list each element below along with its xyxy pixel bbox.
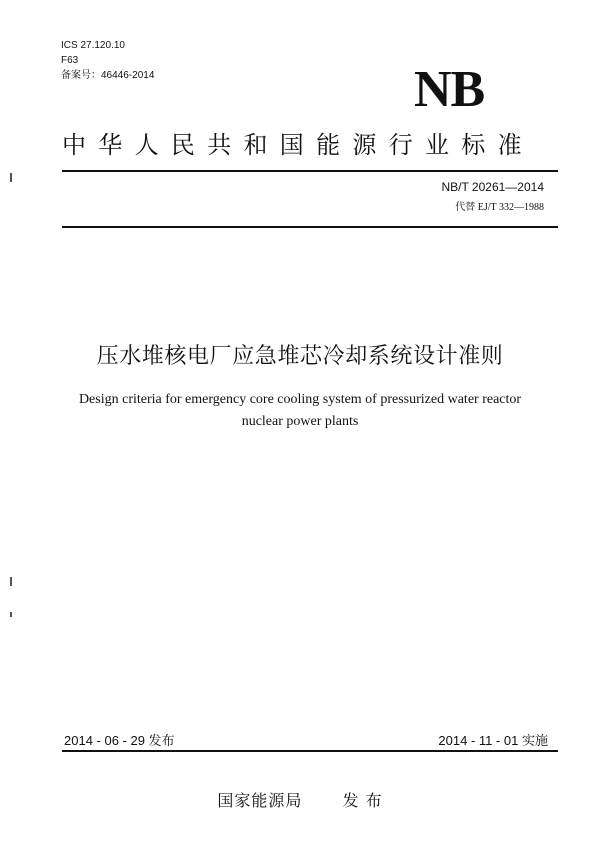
scan-speck — [10, 612, 12, 617]
header-divider — [62, 226, 558, 228]
document-title-en-line2: nuclear power plants — [241, 414, 359, 429]
replaces-standard: 代替 EJ/T 332—1988 — [455, 202, 544, 213]
organization-title: 中华人民共和国能源行业标准 — [62, 131, 534, 159]
publisher-line — [0, 788, 600, 811]
ics-code: ICS 27.120.10 — [61, 40, 125, 51]
document-title-cn: 压水堆核电厂应急堆芯冷却系统设计准则 — [96, 344, 504, 369]
classification-block — [61, 38, 154, 83]
scan-speck — [10, 173, 12, 182]
publisher-action: 发 布 — [342, 791, 383, 810]
implementation-date: 2014 - 11 - 01 实施 — [438, 733, 548, 748]
standard-number: NB/T 20261—2014 — [441, 180, 544, 194]
ccs-code: F63 — [61, 55, 79, 66]
publisher-name: 国家能源局 — [217, 791, 303, 810]
top-divider — [62, 170, 558, 172]
scan-speck — [10, 577, 12, 586]
document-title-en-line1: Design criteria for emergency core cooling system of pressurized water reactor — [78, 392, 522, 407]
footer-divider — [62, 750, 558, 752]
nb-logo: NB — [414, 61, 485, 118]
issue-date: 2014 - 06 - 29 发布 — [64, 733, 175, 748]
record-number: 备案号：46446-2014 — [61, 70, 155, 81]
